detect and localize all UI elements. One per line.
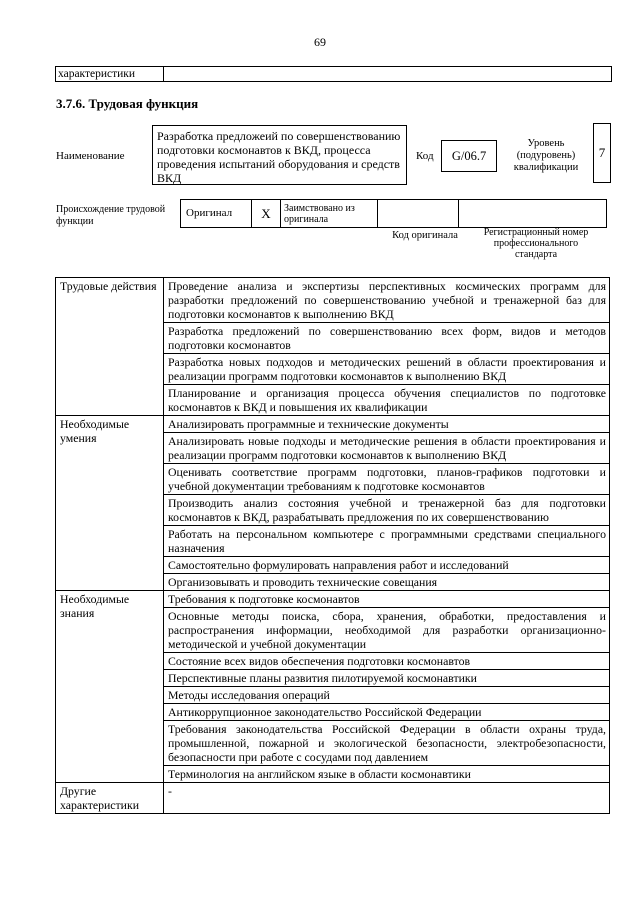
- labor-function-table: [55, 277, 610, 814]
- reg-number-label: Регистрационный номер профессионального стандарта: [483, 227, 589, 260]
- level-label: Уровень (подуровень) квалификации: [513, 138, 579, 173]
- knowledge-item: Основные методы поиска, сбора, хранения, обработки, предоставления и распространения информации, необходимой для разработки организационно-методической и учебной документации: [164, 608, 610, 653]
- table-row: [56, 416, 610, 433]
- level-value: 7: [593, 123, 611, 183]
- origin-label: Происхождение трудовой функции: [56, 204, 166, 227]
- labor-action-item: Планирование и организация процесса обучения специалистов по подготовке космонавтов к ВКД и повышения их квалификации: [164, 385, 610, 416]
- page-number: 69: [314, 35, 326, 49]
- skill-item: Производить анализ состояния учебной и тренажерной баз для подготовки космонавтов к ВКД, разрабатывать предложения по их совершенствованию: [164, 495, 610, 526]
- original-label: Оригинал: [180, 199, 252, 228]
- name-value: Разработка предложеий по совершенствованию подготовки космонавтов к ВКД, процесса проведения испытаний оборудования и средств ВКД: [152, 125, 407, 185]
- labor-action-item: Разработка предложений по совершенствованию всех форм, видов и методов подготовки космонавтов: [164, 323, 610, 354]
- code-original-label: Код оригинала: [392, 230, 458, 241]
- name-label: Наименование: [56, 150, 125, 162]
- other-value: -: [164, 783, 610, 814]
- table-row: [56, 278, 610, 323]
- other-label: Другие характеристики: [56, 783, 164, 814]
- knowledge-item: Методы исследования операций: [164, 687, 610, 704]
- knowledge-item: Требования к подготовке космонавтов: [164, 591, 610, 608]
- table-row: [56, 783, 610, 814]
- origin-row: [180, 199, 606, 228]
- knowledge-item: Перспективные планы развития пилотируемой космонавтики: [164, 670, 610, 687]
- knowledge-label: Необходимые знания: [56, 591, 164, 783]
- previous-table-row: [55, 66, 612, 82]
- skill-item: Самостоятельно формулировать направления работ и исследований: [164, 557, 610, 574]
- original-mark: X: [251, 199, 281, 228]
- skill-item: Анализировать новые подходы и методические решения в области проектирования и реализации программ подготовки космонавтов к выполнению ВКД: [164, 433, 610, 464]
- skill-item: Организовывать и проводить технические совещания: [164, 574, 610, 591]
- skill-item: Оценивать соответствие программ подготовки, планов-графиков подготовки и учебной документации требованиям к подготовке космонавтов: [164, 464, 610, 495]
- skill-item: Анализировать программные и технические документы: [164, 416, 610, 433]
- labor-action-item: Разработка новых подходов и методических решений в области проектирования и реализации программ подготовки космонавтов к выполнению ВКД: [164, 354, 610, 385]
- code-original-box: [377, 199, 459, 228]
- prev-row-label: характеристики: [56, 67, 164, 81]
- labor-actions-label: Трудовые действия: [56, 278, 164, 416]
- borrowed-label: Заимствовано из оригинала: [280, 199, 378, 228]
- table-row: [56, 591, 610, 608]
- knowledge-item: Состояние всех видов обеспечения подготовки космонавтов: [164, 653, 610, 670]
- code-value: G/06.7: [441, 140, 497, 172]
- knowledge-item: Терминология на английском языке в области космонавтики: [164, 766, 610, 783]
- code-label: Код: [416, 150, 434, 162]
- knowledge-item: Требования законодательства Российской Федерации в области охраны труда, промышленной, пожарной и экологической безопасности, электробезопасности, безопасности при работе с сосудами под давлением: [164, 721, 610, 766]
- reg-number-box: [458, 199, 607, 228]
- section-title: 3.7.6. Трудовая функция: [56, 96, 199, 111]
- labor-action-item: Проведение анализа и экспертизы перспективных космических программ для разработки предложений по совершенствованию учебной и тренажерной баз для подготовки космонавтов к выполнению ВКД: [164, 278, 610, 323]
- skills-label: Необходимые умения: [56, 416, 164, 591]
- skill-item: Работать на персональном компьютере с программными средствами специального назначения: [164, 526, 610, 557]
- knowledge-item: Антикоррупционное законодательство Российской Федерации: [164, 704, 610, 721]
